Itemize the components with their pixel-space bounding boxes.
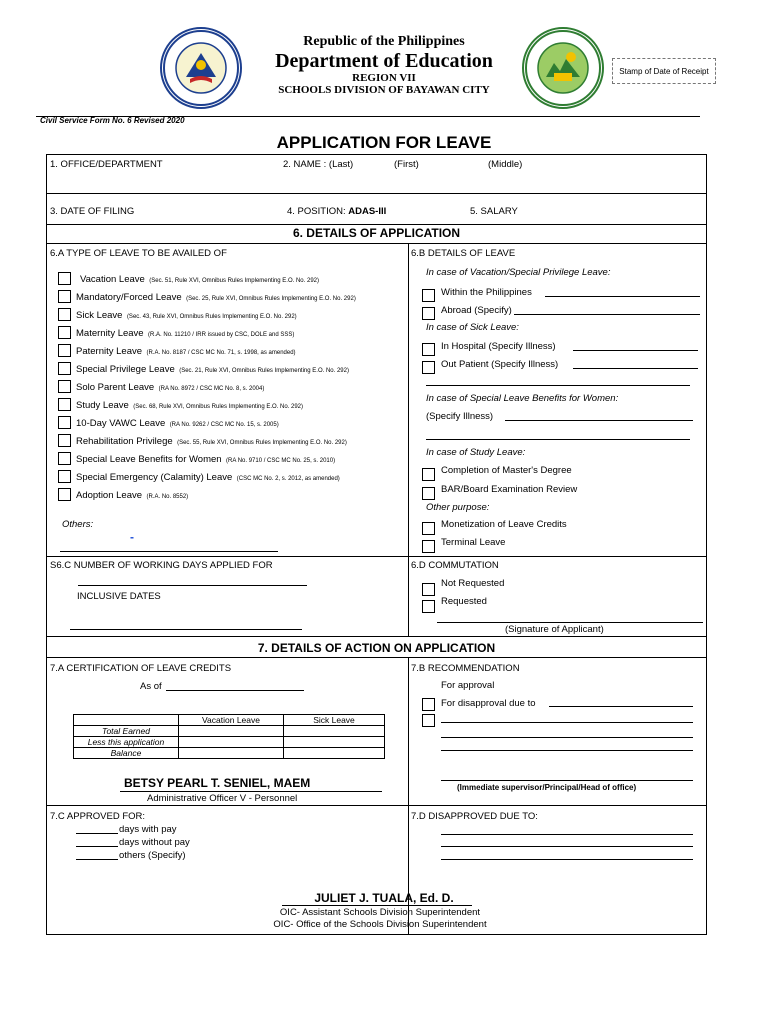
region-text: REGION VII <box>352 72 416 84</box>
bar-review-label: BAR/Board Examination Review <box>441 484 578 495</box>
leave-type-item <box>76 413 279 431</box>
signature-line[interactable] <box>437 622 703 623</box>
approver-title-2: OIC- Office of the Schools Division Superintendent <box>273 919 487 930</box>
masters-label: Completion of Master's Degree <box>441 465 572 476</box>
leave-type-label: Special Privilege Leave <box>76 364 175 375</box>
leave-type-label: Vacation Leave <box>80 274 145 285</box>
for-approval-checkbox[interactable] <box>422 698 435 711</box>
approver-title-1: OIC- Assistant Schools Division Superintendent <box>279 907 481 918</box>
form-number: Civil Service Form No. 6 Revised 2020 <box>40 116 185 125</box>
vacation-less-cell[interactable] <box>179 737 284 748</box>
leave-type-checkbox[interactable] <box>58 272 71 285</box>
in-hospital-label: In Hospital (Specify Illness) <box>441 341 556 352</box>
disapproved-line-3[interactable] <box>441 859 693 860</box>
leave-type-label: Special Leave Benefits for Women <box>76 454 222 465</box>
others-mark: - <box>130 530 134 544</box>
division-text: SCHOOLS DIVISION OF BAYAWAN CITY <box>278 84 490 96</box>
leave-type-reference: (R.A. No. 8187 / CSC MC No. 71, s. 1998, as amended) <box>146 350 296 356</box>
office-label: 1. OFFICE/DEPARTMENT <box>50 159 163 170</box>
approver-name: JULIET J. TUALA, Ed. D. <box>314 891 454 905</box>
position-label: 4. POSITION: ADAS-III <box>287 206 387 217</box>
leave-type-label: Paternity Leave <box>76 346 143 357</box>
leave-type-label: Special Emergency (Calamity) Leave <box>76 472 233 483</box>
certifier-signature-line <box>120 791 382 792</box>
out-patient-checkbox[interactable] <box>422 361 435 374</box>
leave-type-item <box>76 323 294 341</box>
supervisor-signature-line[interactable] <box>441 780 693 781</box>
leave-type-item <box>76 449 335 467</box>
leave-type-reference: (RA No. 9710 / CSC MC No. 25, s. 2010) <box>226 458 336 464</box>
disapproval-line-2[interactable] <box>441 722 693 723</box>
bar-review-checkbox[interactable] <box>422 487 435 500</box>
supervisor-label: (Immediate supervisor/Principal/Head of office) <box>457 783 637 792</box>
sick-balance-cell[interactable] <box>284 748 385 759</box>
approver-signature-line <box>282 905 472 906</box>
inclusive-dates-input-line[interactable] <box>70 629 302 630</box>
disapproval-line-3[interactable] <box>441 737 693 738</box>
section6b-title: 6.B DETAILS OF LEAVE <box>411 248 516 259</box>
row-label: Total Earned <box>74 726 179 737</box>
leave-type-reference: (Sec. 43, Rule XVI, Omnibus Rules Implementing E.O. No. 292) <box>126 314 297 320</box>
requested-checkbox[interactable] <box>422 600 435 613</box>
divider <box>46 657 707 658</box>
leave-type-item <box>76 431 347 449</box>
abroad-label: Abroad (Specify) <box>441 305 512 316</box>
section7d-title: 7.D DISAPPROVED DUE TO: <box>411 811 538 822</box>
leave-type-reference: (R.A. No. 11210 / IRR issued by CSC, DOLE and SSS) <box>148 332 295 338</box>
sick-extra-line[interactable] <box>426 385 690 386</box>
for-disapproval-label: For disapproval due to <box>441 698 536 709</box>
leave-type-item <box>76 377 264 395</box>
requested-label: Requested <box>441 596 487 607</box>
leave-type-reference: (RA No. 9262 / CSC MC No. 15, s. 2005) <box>169 422 279 428</box>
terminal-leave-label: Terminal Leave <box>441 537 506 548</box>
leave-type-reference: (Sec. 55, Rule XVI, Omnibus Rules Implementing E.O. No. 292) <box>177 440 347 446</box>
days-without-pay-label: days without pay <box>119 837 190 848</box>
monetization-label: Monetization of Leave Credits <box>441 519 567 530</box>
division-seal-logo <box>522 27 604 109</box>
others-specify-label: others (Specify) <box>119 850 186 861</box>
others-label: Others: <box>62 519 94 530</box>
inclusive-dates-label: INCLUSIVE DATES <box>77 591 161 602</box>
not-requested-checkbox[interactable] <box>422 583 435 596</box>
position-value: ADAS-III <box>348 206 387 217</box>
as-of-input-line[interactable] <box>166 690 304 691</box>
leave-type-item <box>76 305 297 323</box>
leave-type-checkbox[interactable] <box>58 362 71 375</box>
date-filing-label: 3. DATE OF FILING <box>50 206 135 217</box>
working-days-input-line[interactable] <box>78 585 307 586</box>
leave-type-checkbox[interactable] <box>58 452 71 465</box>
leave-type-item <box>76 395 303 413</box>
study-case-label: In case of Study Leave: <box>426 447 526 458</box>
leave-type-checkbox[interactable] <box>58 344 71 357</box>
column-divider <box>408 243 409 636</box>
for-disapproval-checkbox[interactable] <box>422 714 435 727</box>
table-header-row <box>74 715 385 726</box>
within-philippines-checkbox[interactable] <box>422 289 435 302</box>
leave-type-label: Mandatory/Forced Leave <box>76 292 182 303</box>
department-title: Department of Education <box>275 50 493 72</box>
leave-type-label: Solo Parent Leave <box>76 382 155 393</box>
leave-type-checkbox[interactable] <box>58 380 71 393</box>
name-middle-label: (Middle) <box>488 159 523 170</box>
section6d-title: 6.D COMMUTATION <box>411 560 499 571</box>
other-purpose-label: Other purpose: <box>426 502 490 513</box>
vacation-balance-cell[interactable] <box>179 748 284 759</box>
others-input-line[interactable] <box>60 551 278 552</box>
others-specify-input[interactable] <box>76 859 118 860</box>
row-label: Balance <box>74 748 179 759</box>
leave-type-checkbox[interactable] <box>58 416 71 429</box>
divider <box>46 636 707 637</box>
women-input-line[interactable] <box>505 420 693 421</box>
leave-type-label: Sick Leave <box>76 310 123 321</box>
not-requested-label: Not Requested <box>441 578 505 589</box>
for-approval-label: For approval <box>441 680 495 691</box>
sick-less-cell[interactable] <box>284 737 385 748</box>
women-case-label: In case of Special Leave Benefits for Women: <box>426 393 619 404</box>
leave-type-label: Study Leave <box>76 400 129 411</box>
leave-type-checkbox[interactable] <box>58 326 71 339</box>
abroad-input-line[interactable] <box>514 314 700 315</box>
divider <box>46 805 707 806</box>
leave-type-label: Maternity Leave <box>76 328 144 339</box>
leave-type-checkbox[interactable] <box>58 488 71 501</box>
leave-type-reference: (Sec. 25, Rule XVI, Omnibus Rules Implementing E.O. No. 292) <box>186 296 356 302</box>
table-row <box>74 737 385 748</box>
leave-type-item <box>76 287 356 305</box>
section6c-title: S6.C NUMBER OF WORKING DAYS APPLIED FOR <box>50 560 273 571</box>
leave-type-label: Rehabilitation Privilege <box>76 436 173 447</box>
out-patient-label: Out Patient (Specify Illness) <box>441 359 559 370</box>
section7-title: 7. DETAILS OF ACTION ON APPLICATION <box>257 641 496 655</box>
vacation-total-earned-cell[interactable] <box>179 726 284 737</box>
leave-type-label: Adoption Leave <box>76 490 143 501</box>
name-last-label: 2. NAME : (Last) <box>283 159 354 170</box>
form-title: APPLICATION FOR LEAVE <box>276 133 492 152</box>
divider <box>46 243 707 244</box>
leave-type-reference: (R.A. No. 8552) <box>146 494 189 500</box>
table-header-cell: Sick Leave <box>284 715 385 726</box>
sick-total-earned-cell[interactable] <box>284 726 385 737</box>
disapproval-reason-line[interactable] <box>549 706 693 707</box>
vacation-case-label: In case of Vacation/Special Privilege Leave: <box>426 267 611 278</box>
disapproved-line-1[interactable] <box>441 834 693 835</box>
women-specify-label: (Specify Illness) <box>426 411 494 422</box>
republic-text: Republic of the Philippines <box>303 34 465 49</box>
leave-type-checkbox[interactable] <box>58 290 71 303</box>
leave-type-reference: (CSC MC No. 2, s. 2012, as amended) <box>236 476 340 482</box>
signature-label: (Signature of Applicant) <box>505 624 604 635</box>
terminal-leave-checkbox[interactable] <box>422 540 435 553</box>
leave-type-reference: (Sec. 68, Rule XVI, Omnibus Rules Implementing E.O. No. 292) <box>133 404 304 410</box>
leave-type-item <box>76 359 349 377</box>
table-row <box>74 748 385 759</box>
leave-type-checkbox[interactable] <box>58 398 71 411</box>
sick-case-label: In case of Sick Leave: <box>426 322 519 333</box>
section7c-title: 7.C APPROVED FOR: <box>50 811 146 822</box>
table-header-cell: Vacation Leave <box>179 715 284 726</box>
row-label: Less this application <box>74 737 179 748</box>
leave-type-reference: (Sec. 21, Rule XVI, Omnibus Rules Implementing E.O. No. 292) <box>179 368 349 374</box>
leave-type-reference: (Sec. 51, Rule XVI, Omnibus Rules Implementing E.O. No. 292) <box>149 278 319 284</box>
leave-type-item <box>76 467 340 485</box>
table-row <box>74 726 385 737</box>
leave-type-checkbox[interactable] <box>58 470 71 483</box>
section6a-title: 6.A TYPE OF LEAVE TO BE AVAILED OF <box>50 248 227 259</box>
divider <box>46 193 707 194</box>
in-hospital-checkbox[interactable] <box>422 343 435 356</box>
disapproval-line-4[interactable] <box>441 750 693 751</box>
as-of-label: As of <box>140 681 162 692</box>
certifier-title: Administrative Officer V - Personnel <box>147 793 298 804</box>
divider <box>46 556 707 557</box>
days-with-pay-input[interactable] <box>76 833 118 834</box>
outpatient-input-line[interactable] <box>573 368 698 369</box>
section7a-title: 7.A CERTIFICATION OF LEAVE CREDITS <box>50 663 232 674</box>
days-without-pay-input[interactable] <box>76 846 118 847</box>
name-first-label: (First) <box>394 159 419 170</box>
leave-type-checkbox[interactable] <box>58 308 71 321</box>
stamp-receipt-box: Stamp of Date of Receipt <box>612 58 716 84</box>
within-input-line[interactable] <box>545 296 700 297</box>
leave-type-checkbox[interactable] <box>58 434 71 447</box>
table-header-cell <box>74 715 179 726</box>
leave-credits-table <box>73 714 385 759</box>
leave-type-item <box>76 341 296 359</box>
masters-checkbox[interactable] <box>422 468 435 481</box>
women-extra-line[interactable] <box>426 439 690 440</box>
within-philippines-label: Within the Philippines <box>441 287 532 298</box>
monetization-checkbox[interactable] <box>422 522 435 535</box>
leave-type-label: 10-Day VAWC Leave <box>76 418 166 429</box>
disapproved-line-2[interactable] <box>441 846 693 847</box>
leave-type-item <box>76 485 188 503</box>
salary-label: 5. SALARY <box>470 206 518 217</box>
abroad-checkbox[interactable] <box>422 307 435 320</box>
section7b-title: 7.B RECOMMENDATION <box>411 663 520 674</box>
leave-type-item <box>80 269 319 287</box>
hospital-input-line[interactable] <box>573 350 698 351</box>
leave-type-reference: (RA No. 8972 / CSC MC No. 8, s. 2004) <box>158 386 265 392</box>
days-with-pay-label: days with pay <box>119 824 177 835</box>
divider <box>46 224 707 225</box>
section6-title: 6. DETAILS OF APPLICATION <box>292 226 461 240</box>
certifier-name: BETSY PEARL T. SENIEL, MAEM <box>124 776 311 790</box>
